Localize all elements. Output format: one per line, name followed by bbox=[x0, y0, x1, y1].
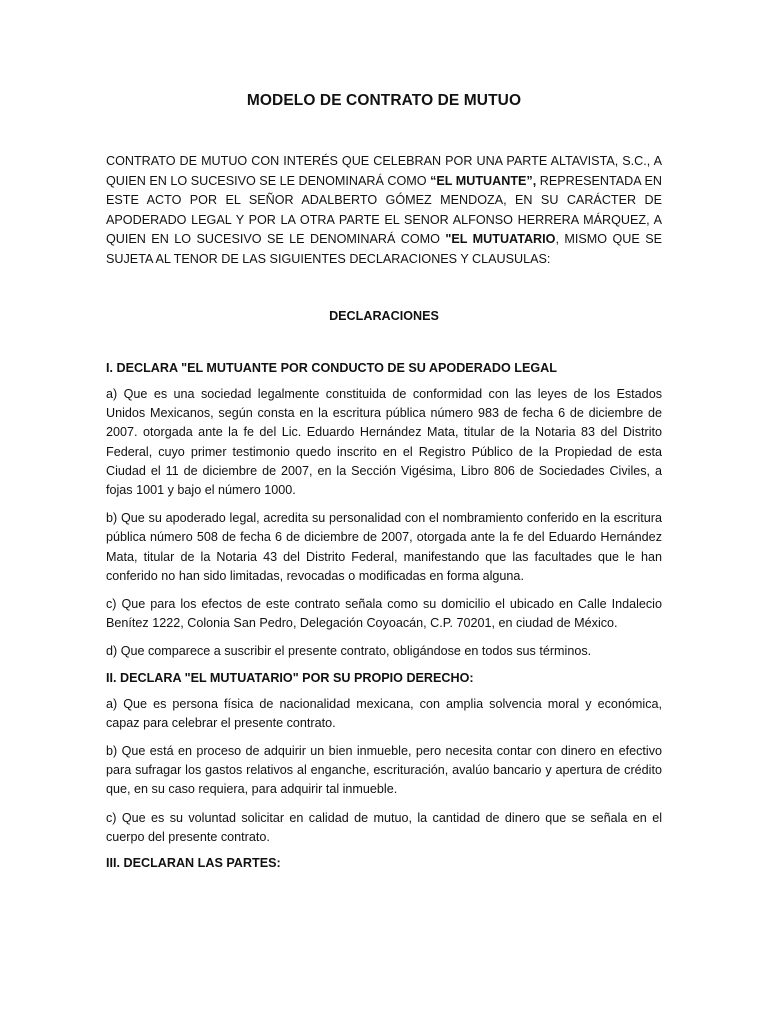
section-2-paragraph-a: a) Que es persona física de nacionalidad mexicana, con amplia solvencia moral y económica, capaz para celebrar el presente contrato. bbox=[106, 696, 662, 730]
section-1-paragraph-d: d) Que comparece a suscribir el presente contrato, obligándose en todos sus términos. bbox=[106, 644, 592, 659]
section-1-paragraph-c: c) Que para los efectos de este contrato señala como su domicilio el ubicado en Calle Indalecio Benítez 1222, Colonia San Pedro, Delegación Coyoacán, C.P. 70201, en ciudad de México. bbox=[106, 597, 662, 631]
intro-bold-mutuante: “EL MUTUANTE”, bbox=[430, 173, 537, 188]
section-1-heading: I. DECLARA "EL MUTUANTE POR CONDUCTO DE SU APODERADO LEGAL bbox=[106, 361, 557, 375]
intro-text-3: , MISMO QUE SE SUJETA AL TENOR DE LAS SIGUIENTES DECLARACIONES Y CLAUSULAS: bbox=[106, 232, 662, 266]
document-title: MODELO DE CONTRATO DE MUTUO bbox=[246, 92, 522, 109]
section-2-paragraph-c: c) Que es su voluntad solicitar en calidad de mutuo, la cantidad de dinero que se señala en el cuerpo del presente contrato. bbox=[106, 810, 662, 844]
section-3-heading: III. DECLARAN LAS PARTES: bbox=[106, 856, 281, 871]
intro-paragraph bbox=[106, 152, 662, 269]
section-1-paragraph-b: b) Que su apoderado legal, acredita su personalidad con el nombramiento conferido en la escritura pública número 508 de fecha 6 de diciembre de 2007, otorgada ante la fe del Eduardo Hernández Mata, titular de la Notaria 43 del Distrito Federal, manifestando que las facultades que le han conferido no han sido limitadas, revocadas o modificadas en forma alguna. bbox=[106, 511, 662, 583]
section-1-paragraph-a: a) Que es una sociedad legalmente constituida de conformidad con las leyes de los Estados Unidos Mexicanos, según consta en la escritura pública número 983 de fecha 6 de diciembre de 2007. otorgada ante la fe del Lic. Eduardo Hernández Mata, titular de la Notaria 83 del Distrito Federal, cuyo primer testimonio quedo inscrito en el Registro Público de la Propiedad de esta Ciudad el 11 de diciembre de 2007, en la Sección Vigésima, Libro 806 de Sociedades Civiles, a fojas 1001 y bajo el número 1000. bbox=[106, 387, 662, 498]
intro-bold-mutuatario: "EL MUTUATARIO bbox=[445, 232, 556, 246]
section-2-paragraph-b: b) Que está en proceso de adquirir un bien inmueble, pero necesita contar con dinero en efectivo para sufragar los gastos relativos al enganche, escrituración, avalúo bancario y apertura de crédito que, en su caso requiera, para adquirir tal inmueble. bbox=[106, 744, 662, 797]
section-2-heading: II. DECLARA "EL MUTUATARIO" POR SU PROPIO DERECHO: bbox=[106, 670, 474, 685]
declaraciones-heading: DECLARACIONES bbox=[329, 309, 439, 323]
intro-text-2: REPRESENTADA EN ESTE ACTO POR EL SEÑOR ADALBERTO GÓMEZ MENDOZA, EN SU CARÁCTER DE APODERADO LEGAL Y POR LA OTRA PARTE EL SENOR ALFONSO HERRERA MÁRQUEZ, A QUIEN EN LO SUCESIVO SE LE DENOMINARÁ COMO bbox=[106, 173, 662, 246]
intro-text-1: CONTRATO DE MUTUO CON INTERÉS QUE CELEBRAN POR UNA PARTE ALTAVISTA, S.C., A QUIEN EN LO SUCESIVO SE LE DENOMINARÁ COMO bbox=[106, 154, 662, 188]
